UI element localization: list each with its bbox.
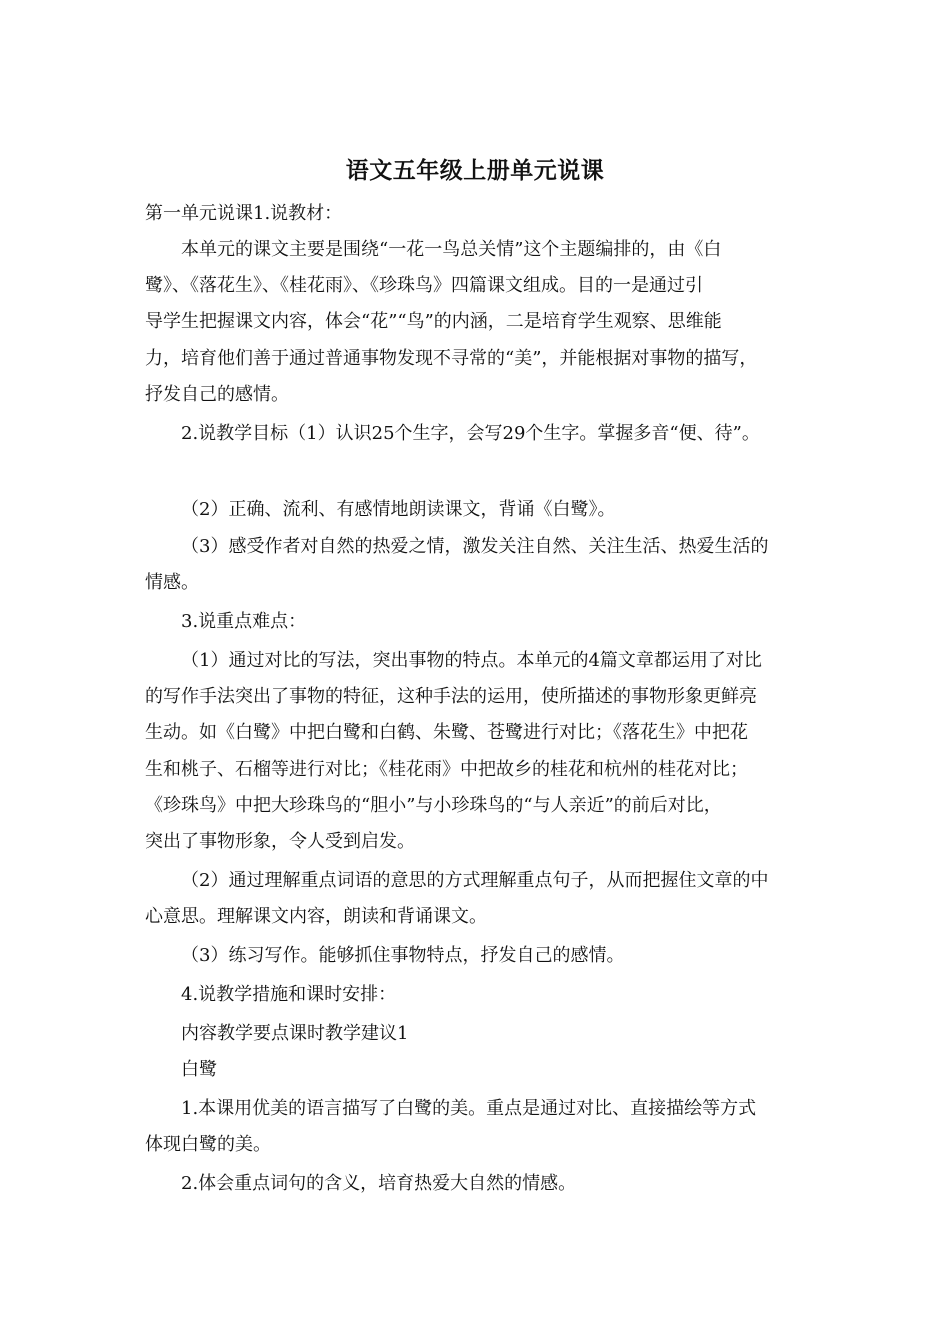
- text-line: （3）感受作者对自然的热爱之情，激发关注自然、关注生活、热爱生活的: [181, 536, 769, 557]
- text-line: 体现白鹭的美。: [145, 1134, 271, 1155]
- text-line: 突出了事物形象，令人受到启发。: [145, 831, 415, 852]
- text-line: 2.说教学目标（1）认识25个生字，会写29个生字。掌握多音“便、待”。: [181, 423, 760, 444]
- text-line: 情感。: [145, 572, 199, 593]
- text-line: （2）通过理解重点词语的意思的方式理解重点句子，从而把握住文章的中: [181, 870, 769, 891]
- text-line: 生和桃子、石榴等进行对比；《桂花雨》中把故乡的桂花和杭州的桂花对比；: [145, 759, 748, 780]
- text-line: 第一单元说课1.说教材：: [145, 203, 343, 224]
- text-line: （3）练习写作。能够抓住事物特点，抒发自己的感情。: [181, 945, 625, 966]
- text-line: （2）正确、流利、有感情地朗读课文，背诵《白鹭》。: [181, 499, 616, 520]
- text-line: 白鹭: [181, 1059, 217, 1080]
- text-line: 3.说重点难点：: [181, 611, 307, 632]
- text-line: 《珍珠鸟》中把大珍珠鸟的“胆小”与小珍珠鸟的“与人亲近”的前后对比，: [145, 795, 722, 816]
- text-line: 4.说教学措施和课时安排：: [181, 984, 397, 1005]
- text-line: 本单元的课文主要是围绕“一花一鸟总关情”这个主题编排的，由《白: [181, 239, 722, 260]
- text-line: （1）通过对比的写法，突出事物的特点。本单元的4篇文章都运用了对比: [181, 650, 762, 671]
- text-line: 的写作手法突出了事物的特征，这种手法的运用，使所描述的事物形象更鲜亮: [145, 686, 757, 707]
- text-line: 抒发自己的感情。: [145, 384, 289, 405]
- text-line: 鹭》、《落花生》、《桂花雨》、《珍珠鸟》四篇课文组成。目的一是通过引: [145, 275, 703, 296]
- text-line: 导学生把握课文内容，体会“花”“鸟”的内涵，二是培育学生观察、思维能: [145, 311, 722, 332]
- text-line: 内容教学要点课时教学建议1: [181, 1023, 409, 1044]
- text-line: 2.体会重点词句的含义，培育热爱大自然的情感。: [181, 1173, 577, 1194]
- text-line: 力，培育他们善于通过普通事物发现不寻常的“美”，并能根据对事物的描写，: [145, 348, 758, 369]
- text-line: 1.本课用优美的语言描写了白鹭的美。重点是通过对比、直接描绘等方式: [181, 1098, 757, 1119]
- text-line: 心意思。理解课文内容，朗读和背诵课文。: [145, 906, 487, 927]
- text-line: 生动。如《白鹭》中把白鹭和白鹤、朱鹭、苍鹭进行对比；《落花生》中把花: [145, 722, 748, 743]
- document-title: 语文五年级上册单元说课: [345, 158, 605, 184]
